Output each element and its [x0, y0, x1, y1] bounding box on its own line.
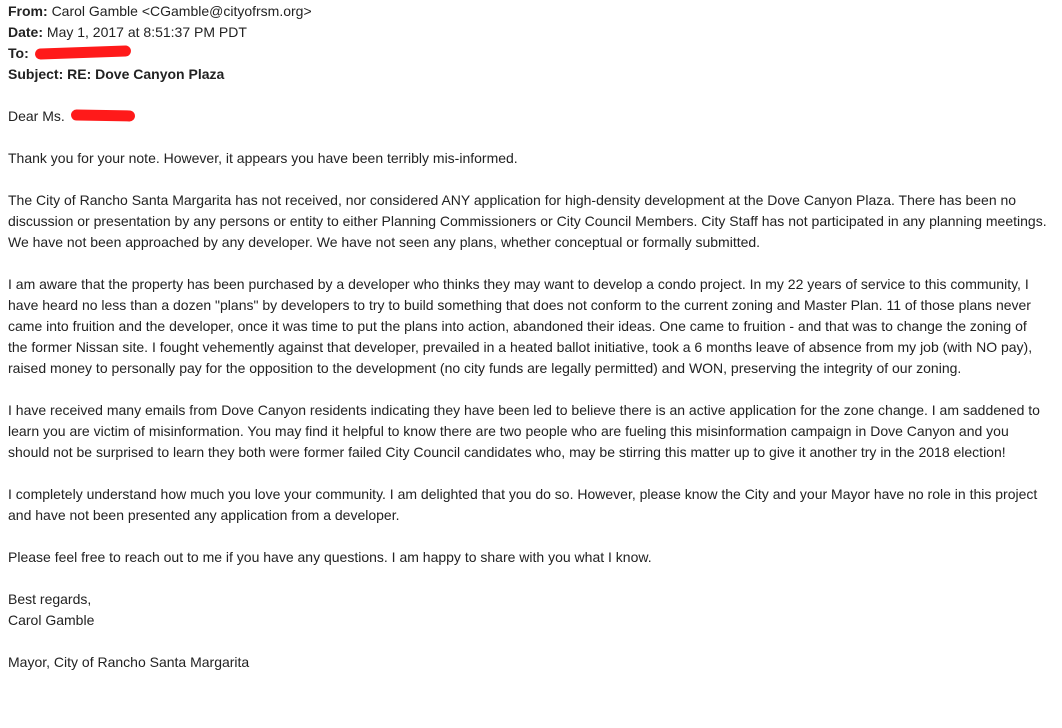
body-paragraph: I completely understand how much you love your community. I am delighted that you do so. However, please know the City and your Mayor have no role in this project and have not been presented any application from a developer. — [8, 486, 1038, 523]
subject-value: RE: Dove Canyon Plaza — [67, 66, 225, 82]
salutation-line — [8, 106, 1054, 127]
body-paragraph: Thank you for your note. However, it appears you have been terribly mis-informed. — [8, 150, 518, 166]
date-label: Date: — [8, 24, 44, 40]
body-paragraph: Please feel free to reach out to me if you have any questions. I am happy to share with you what I know. — [8, 549, 652, 565]
subject-line — [8, 64, 1054, 85]
date-value: May 1, 2017 at 8:51:37 PM PDT — [46, 24, 247, 40]
from-value[interactable]: Carol Gamble <CGamble@cityofrsm.org> — [51, 3, 312, 19]
body-paragraph: The City of Rancho Santa Margarita has not received, nor considered ANY application for high-density development at the Dove Canyon Plaza. There has been no discussion or presentation by any persons or entity to either Planning Commissioners or City Council Members. City Staff has not participated in any planning meetings. We have not been approached by any developer. We have not seen any plans, whether conceptual or formally submitted. — [8, 192, 1047, 250]
body-paragraph: I am aware that the property has been purchased by a developer who thinks they may want to develop a condo project. In my 22 years of service to this community, I have heard no less than a dozen "plans" by developers to try to build something that does not conform to the current zoning and Master Plan. 11 of those plans never came into fruition and the developer, once it was time to put the plans into action, abandoned their ideas. One came to fruition - and that was to change the zoning of the former Nissan site. I fought vehemently against that developer, prevailed in a heated ballot initiative, took a 6 months leave of absence from my job (with NO pay), raised money to personally pay for the opposition to the development (no city funds are legally permitted) and WON, preserving the integrity of our zoning. — [8, 276, 1033, 376]
redaction-mark — [34, 45, 130, 59]
redaction-mark — [71, 109, 135, 121]
from-label: From: — [8, 3, 48, 19]
to-label: To: — [8, 45, 29, 61]
closing: Best regards, — [8, 591, 92, 607]
date-line — [8, 22, 1054, 43]
to-line — [8, 43, 1054, 64]
salutation: Dear Ms. — [8, 108, 65, 124]
signature-name: Carol Gamble — [8, 612, 95, 628]
from-line — [8, 1, 1054, 22]
subject-label: Subject: — [8, 66, 64, 82]
signature-title: Mayor, City of Rancho Santa Margarita — [8, 654, 250, 670]
body-paragraph: I have received many emails from Dove Canyon residents indicating they have been led to believe there is an active application for the zone change. I am saddened to learn you are victim of misinformation. You may find it helpful to know there are two people who are fueling this misinformation campaign in Dove Canyon and you should not be surprised to learn they both were former failed City Council candidates who, may be stirring this matter up to give it another try in the 2018 election! — [8, 402, 1040, 460]
